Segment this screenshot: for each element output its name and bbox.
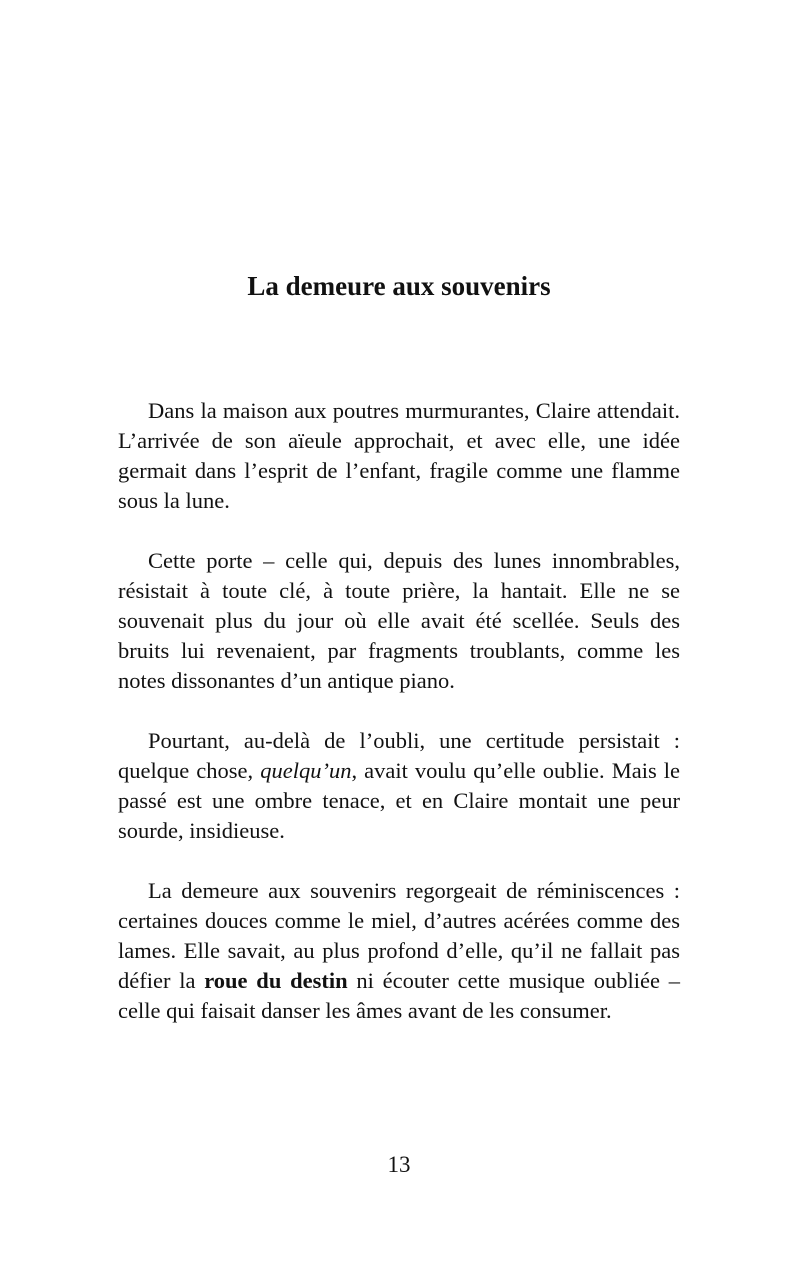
paragraph-4-text-end: ni écouter cette musique oubliée – celle qui faisait danser les âmes avant de les consumer. xyxy=(118,968,681,1023)
paragraph-4-text-start: La demeure aux souvenirs regorgeait de réminiscences : certaines douces comme le miel, d’autres acérées comme des lames. Elle savait, au plus profond d’elle, qu’il ne fallait pas défier la xyxy=(118,878,680,993)
paragraph-1: Dans la maison aux poutres murmurantes, Claire attendait. L’arrivée de son aïeule approchait, et avec elle, une idée germait dans l’esprit de l’enfant, fragile comme une flamme sous la lune. xyxy=(118,398,680,513)
chapter-body xyxy=(118,396,680,1026)
paragraph-4-bold-phrase: roue du destin xyxy=(204,968,348,993)
chapter-title: La demeure aux souvenirs xyxy=(247,271,551,301)
paragraph-3 xyxy=(118,726,680,846)
paragraph-3-text-start: Pourtant, au-delà de l’oubli, une certitude persistait : quelque chose, xyxy=(118,728,680,783)
page-number: 13 xyxy=(387,1152,411,1177)
paragraph-3-italic-word: quelqu’un xyxy=(260,758,352,783)
paragraph-2: Cette porte – celle qui, depuis des lunes innombrables, résistait à toute clé, à toute prière, la hantait. Elle ne se souvenait plus du jour où elle avait été scellée. Seuls des bruits lui revenaient, par fragments troublants, comme les notes dissonantes d’un antique piano. xyxy=(118,548,680,693)
paragraph-3-text-end: , avait voulu qu’elle oublie. Mais le passé est une ombre tenace, et en Claire montait une peur sourde, insidieuse. xyxy=(118,758,680,843)
paragraph-4 xyxy=(118,876,680,1026)
